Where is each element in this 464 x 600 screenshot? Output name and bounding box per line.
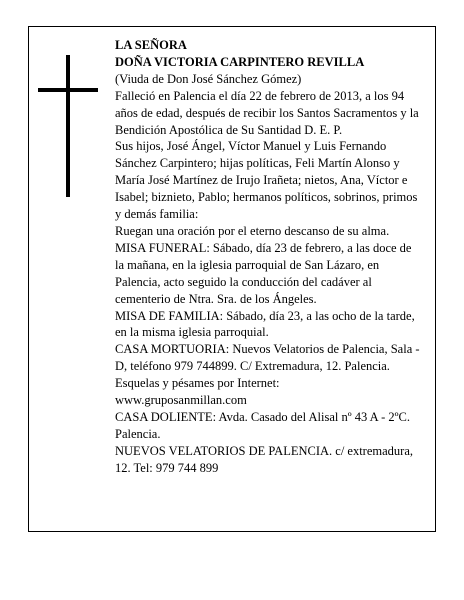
mourning-house: CASA DOLIENTE: Avda. Casado del Alisal nº 43 A - 2ºC. Palencia. bbox=[115, 409, 411, 441]
family-mass: MISA DE FAMILIA: Sábado, día 23, a las ocho de la tarde, en la misma iglesia parroquial. bbox=[115, 308, 415, 340]
deceased-name: DOÑA VICTORIA CARPINTERO REVILLA bbox=[115, 54, 365, 69]
internet-label: Esquelas y pésames por Internet: bbox=[115, 376, 280, 391]
funeral-mass: MISA FUNERAL: Sábado, día 23 de febrero, a las doce de la mañana, en la iglesia parroquial de San Lázaro, en Palencia, acto seguido la conducción del cadáver al cementerio de Ntra. Sra. de los Ángeles. bbox=[115, 240, 412, 306]
cross-horizontal-bar bbox=[38, 88, 98, 92]
honorific: LA SEÑORA bbox=[115, 38, 187, 52]
widow-of: (Viuda de Don José Sánchez Gómez) bbox=[115, 71, 302, 86]
obituary-text bbox=[115, 37, 420, 477]
prayer-request: Ruegan una oración por el eterno descanso de su alma. bbox=[115, 223, 390, 238]
family-list: Sus hijos, José Ángel, Víctor Manuel y Luis Fernando Sánchez Carpintero; hijas políticas, Feli Martín Alonso y María José Martínez de Irujo Irañeta; nietos, Ana, Víctor e Isabel; biznieto, Pablo; hermanos políticos, sobrinos, primos y demás familia: bbox=[115, 139, 418, 222]
death-notice: Falleció en Palencia el día 22 de febrero de 2013, a los 94 años de edad, después de recibir los Santos Sacramentos y la Bendición Apostólica de Su Santidad D. E. P. bbox=[115, 88, 419, 137]
funeral-home: NUEVOS VELATORIOS DE PALENCIA. c/ extremadura, 12. Tel: 979 744 899 bbox=[115, 443, 414, 475]
cross-vertical-bar bbox=[66, 55, 70, 197]
internet-url: www.gruposanmillan.com bbox=[115, 393, 247, 408]
mortuary: CASA MORTUORIA: Nuevos Velatorios de Palencia, Sala - D, teléfono 979 744899. C/ Extremadura, 12. Palencia. bbox=[115, 342, 420, 374]
